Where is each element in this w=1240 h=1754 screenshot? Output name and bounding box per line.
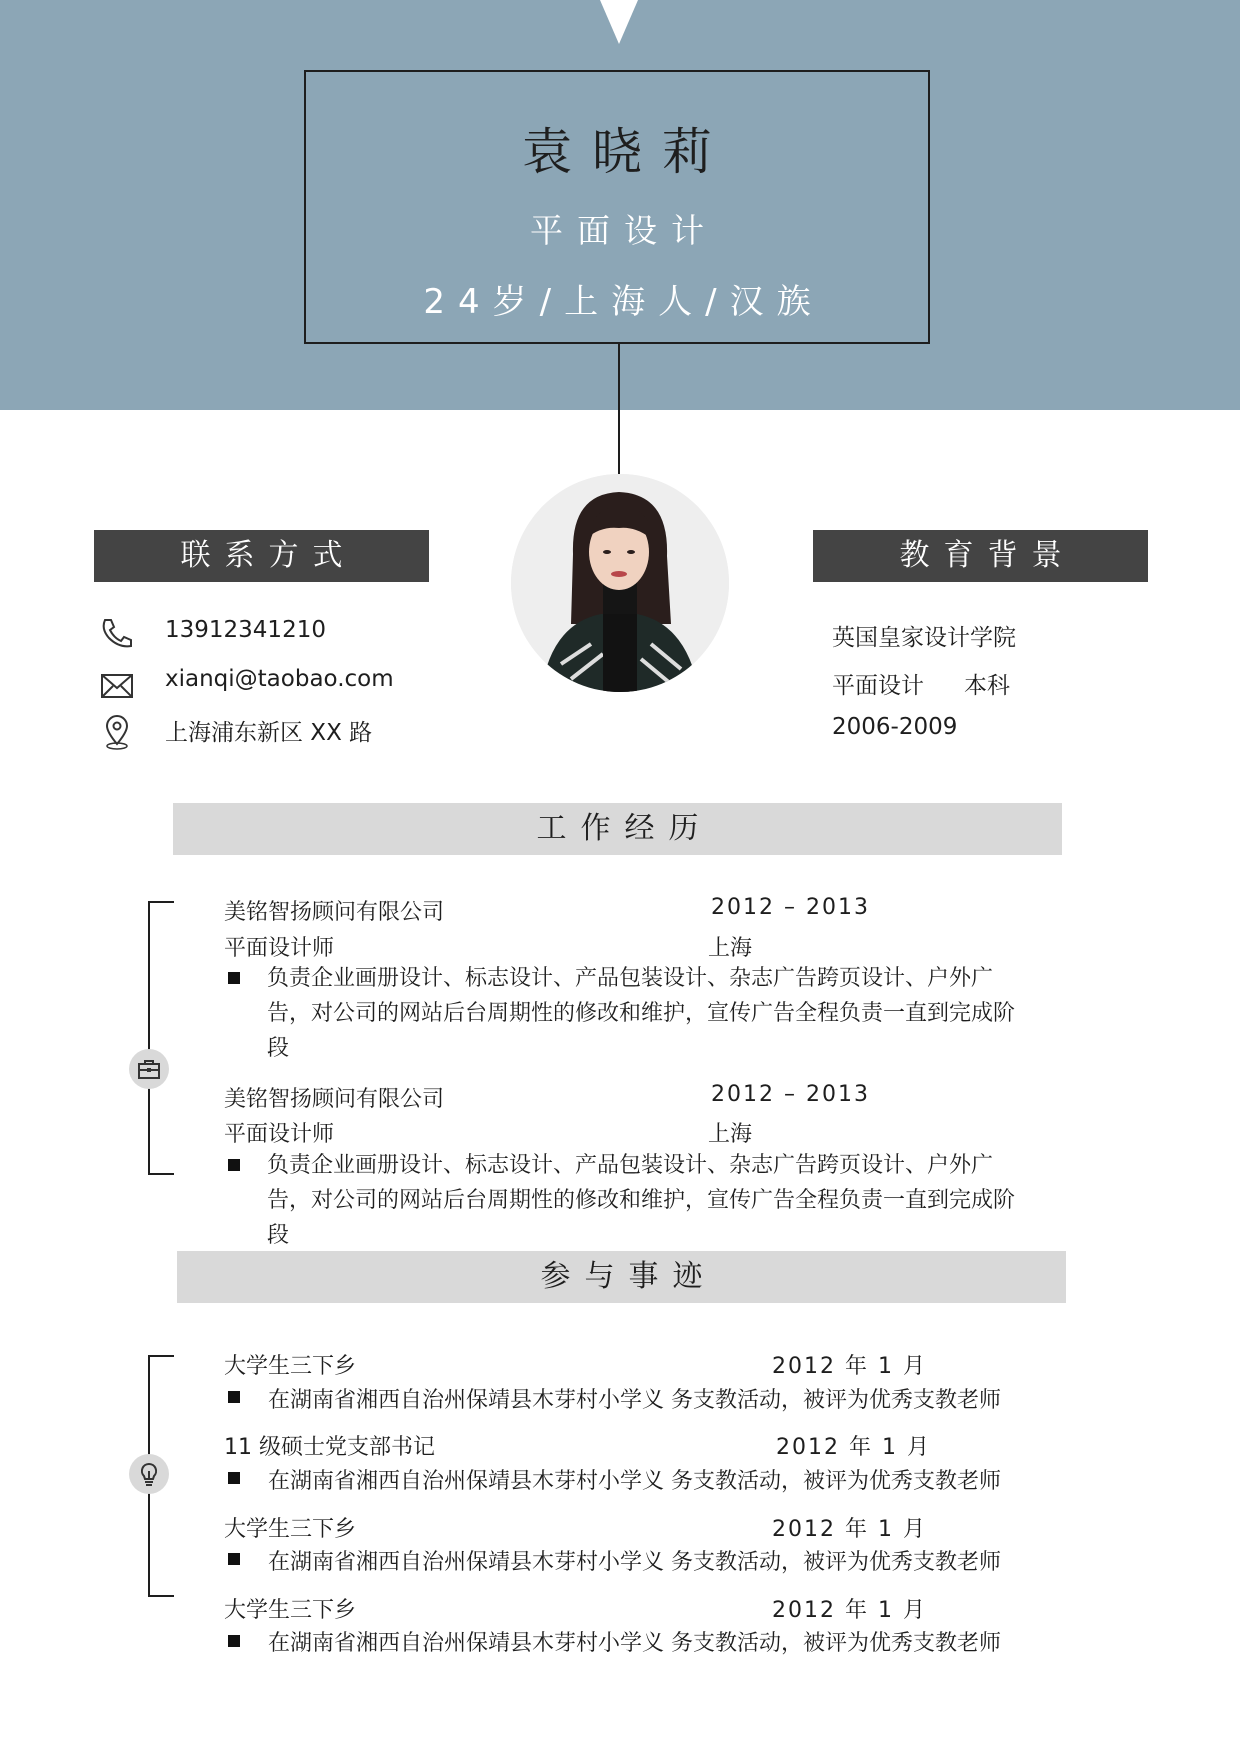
- bullet-marker: [228, 1635, 240, 1647]
- mail-icon: [97, 665, 137, 705]
- timeline-tick: [148, 901, 174, 903]
- briefcase-icon: [129, 1049, 169, 1089]
- bullet-marker: [228, 1159, 240, 1171]
- activity-date: 2012 年 1 月: [772, 1354, 927, 1379]
- lightbulb-icon: [129, 1454, 169, 1494]
- activity-description: 在湖南省湘西自治州保靖县木芽村小学义 务支教活动，被评为优秀支教老师: [268, 1388, 1001, 1413]
- work-role: 平面设计师: [224, 936, 335, 961]
- header-notch: [600, 0, 638, 44]
- activity-title: 11 级硕士党支部书记: [224, 1435, 435, 1460]
- phone-text: 13912341210: [165, 617, 326, 643]
- work-role: 平面设计师: [224, 1122, 335, 1147]
- education-heading: 教育背景: [813, 530, 1148, 582]
- activity-description: 在湖南省湘西自治州保靖县木芽村小学义 务支教活动，被评为优秀支教老师: [268, 1469, 1001, 1494]
- activity-date: 2012 年 1 月: [772, 1598, 927, 1623]
- activity-title: 大学生三下乡: [224, 1598, 357, 1623]
- edu-years: 2006-2009: [832, 714, 958, 740]
- activity-description: 在湖南省湘西自治州保靖县木芽村小学义 务支教活动，被评为优秀支教老师: [268, 1550, 1001, 1575]
- job-title: 平面设计: [530, 211, 718, 250]
- bullet-marker: [228, 1391, 240, 1403]
- school-name: 英国皇家设计学院: [832, 625, 1016, 651]
- degree-text: 本科: [964, 673, 1010, 699]
- email-text: xianqi@taobao.com: [165, 666, 394, 692]
- activity-date: 2012 年 1 月: [772, 1517, 927, 1542]
- work-dates: 2012 – 2013: [711, 895, 870, 920]
- work-company: 美铭智扬顾问有限公司: [224, 900, 445, 925]
- work-timeline: [148, 901, 150, 1175]
- activity-title: 大学生三下乡: [224, 1517, 357, 1542]
- work-company: 美铭智扬顾问有限公司: [224, 1087, 445, 1112]
- person-name: 袁晓莉: [522, 123, 732, 181]
- major-text: 平面设计: [832, 673, 924, 699]
- phone-icon: [97, 614, 137, 654]
- work-description: 负责企业画册设计、标志设计、产品包装设计、杂志广告跨页设计、户外广告，对公司的网站后台周期性的修改和维护，宣传广告全程负责一直到完成阶段: [267, 966, 1016, 1061]
- activity-title: 大学生三下乡: [224, 1354, 357, 1379]
- work-dates: 2012 – 2013: [711, 1082, 870, 1107]
- timeline-tick: [148, 1173, 174, 1175]
- personal-info: 24岁/上海人/汉族: [423, 282, 824, 322]
- location-pin-icon: [97, 712, 137, 752]
- timeline-tick: [148, 1595, 174, 1597]
- activity-date: 2012 年 1 月: [776, 1435, 931, 1460]
- work-heading: 工作经历: [173, 803, 1062, 855]
- bullet-marker: [228, 972, 240, 984]
- bullet-marker: [228, 1472, 240, 1484]
- avatar: [511, 474, 729, 692]
- timeline-tick: [148, 1355, 174, 1357]
- bullet-marker: [228, 1553, 240, 1565]
- work-location: 上海: [708, 936, 753, 961]
- work-location: 上海: [708, 1122, 753, 1147]
- activity-description: 在湖南省湘西自治州保靖县木芽村小学义 务支教活动，被评为优秀支教老师: [268, 1631, 1001, 1656]
- work-description: 负责企业画册设计、标志设计、产品包装设计、杂志广告跨页设计、户外广告，对公司的网站后台周期性的修改和维护，宣传广告全程负责一直到完成阶段: [267, 1153, 1016, 1248]
- address-text: 上海浦东新区 XX 路: [165, 720, 373, 746]
- activities-heading: 参与事迹: [177, 1251, 1066, 1303]
- contact-heading: 联系方式: [94, 530, 429, 582]
- connector-line: [618, 344, 620, 474]
